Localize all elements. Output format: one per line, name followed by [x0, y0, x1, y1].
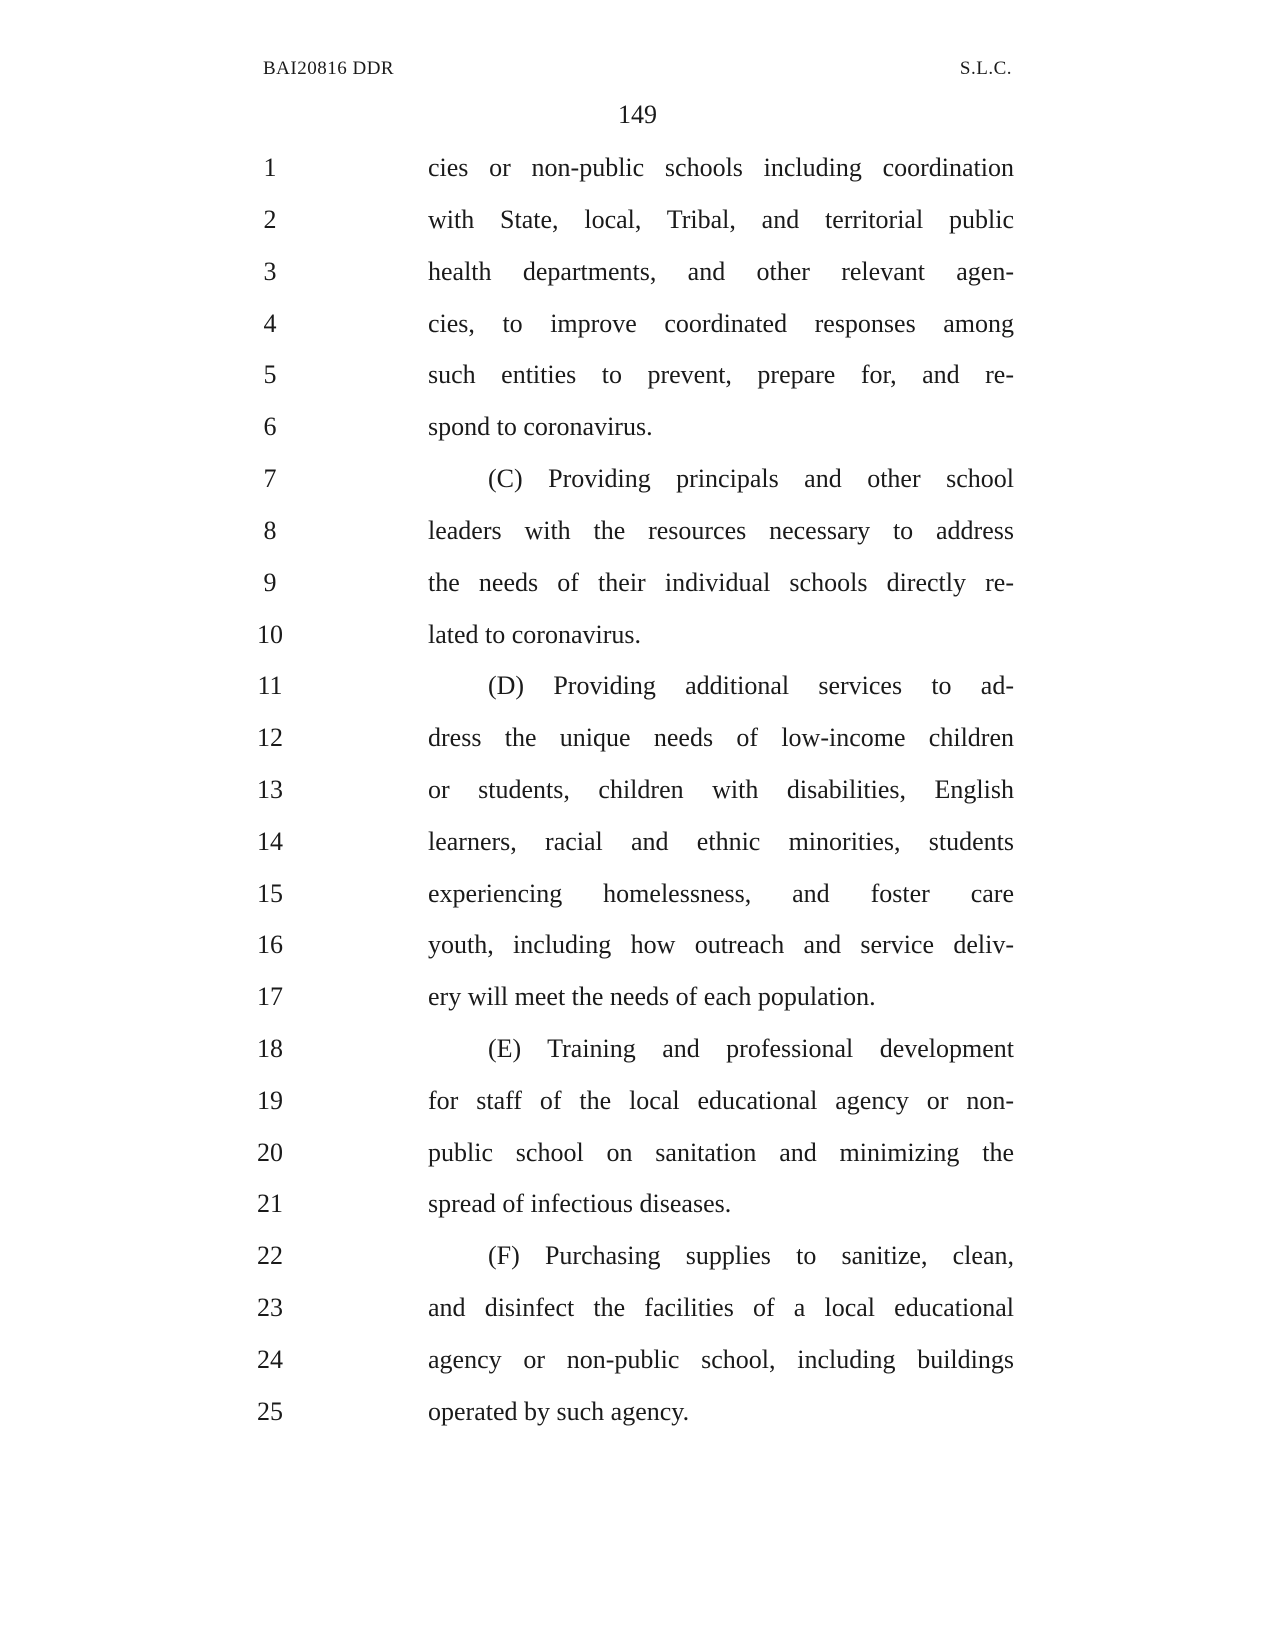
text-line: [0, 1031, 1275, 1067]
line-text: learners, racial and ethnic minorities, students: [428, 827, 1014, 856]
text-line: [0, 150, 1275, 186]
line-text: operated by such agency.: [428, 1397, 690, 1426]
line-text: agency or non-public school, including buildings: [428, 1345, 1014, 1374]
text-line: [0, 979, 1275, 1015]
line-number: 21: [257, 1189, 283, 1218]
line-number: 4: [263, 309, 277, 338]
line-number: 5: [263, 360, 277, 389]
text-line: [0, 306, 1275, 342]
page-number: 149: [618, 100, 657, 129]
line-number: 24: [257, 1345, 283, 1374]
line-number: 8: [263, 516, 277, 545]
document-id: BAI20816 DDR: [263, 58, 395, 79]
text-line: [0, 772, 1275, 808]
line-text: leaders with the resources necessary to address: [428, 516, 1014, 545]
text-line: [0, 1342, 1275, 1378]
line-number: 22: [257, 1241, 283, 1270]
text-line: [0, 461, 1275, 497]
text-line: [0, 202, 1275, 238]
line-number: 23: [257, 1293, 283, 1322]
text-line: [0, 668, 1275, 704]
text-line: [0, 565, 1275, 601]
line-text: public school on sanitation and minimizing the: [428, 1138, 1014, 1167]
line-number: 13: [257, 775, 283, 804]
line-text: experiencing homelessness, and foster care: [428, 879, 1014, 908]
line-number: 18: [257, 1034, 283, 1063]
text-line: [0, 254, 1275, 290]
line-text: the needs of their individual schools directly re-: [428, 568, 1014, 597]
line-number: 16: [257, 930, 283, 959]
text-line: [0, 357, 1275, 393]
line-number: 15: [257, 879, 283, 908]
line-text: spond to coronavirus.: [428, 412, 653, 441]
text-line: [0, 927, 1275, 963]
line-number: 12: [257, 723, 283, 752]
line-text: with State, local, Tribal, and territorial public: [428, 205, 1014, 234]
line-text: (C) Providing principals and other school: [488, 464, 1014, 493]
line-number: 6: [263, 412, 277, 441]
text-line: [0, 1135, 1275, 1171]
line-text: ery will meet the needs of each population.: [428, 982, 876, 1011]
line-text: lated to coronavirus.: [428, 620, 641, 649]
text-line: [0, 1083, 1275, 1119]
text-line: [0, 513, 1275, 549]
line-text: (F) Purchasing supplies to sanitize, clean,: [488, 1241, 1014, 1270]
line-number: 2: [263, 205, 277, 234]
text-line: [0, 1238, 1275, 1274]
line-text: cies, to improve coordinated responses among: [428, 309, 1014, 338]
line-text: for staff of the local educational agency or non-: [428, 1086, 1014, 1115]
line-number: 20: [257, 1138, 283, 1167]
text-line: [0, 617, 1275, 653]
office-code: S.L.C.: [959, 58, 1012, 79]
line-text: or students, children with disabilities, English: [428, 775, 1014, 804]
line-number: 25: [257, 1397, 283, 1426]
text-line: [0, 1186, 1275, 1222]
text-line: [0, 409, 1275, 445]
text-line: [0, 1394, 1275, 1430]
line-number: 11: [257, 671, 283, 700]
text-line: [0, 720, 1275, 756]
line-text: dress the unique needs of low-income children: [428, 723, 1014, 752]
line-text: such entities to prevent, prepare for, and re-: [428, 360, 1014, 389]
line-text: health departments, and other relevant agen-: [428, 257, 1014, 286]
line-text: cies or non-public schools including coordination: [428, 153, 1014, 182]
line-text: spread of infectious diseases.: [428, 1189, 732, 1218]
line-number: 19: [257, 1086, 283, 1115]
line-number: 3: [263, 257, 277, 286]
text-line: [0, 876, 1275, 912]
line-number: 7: [263, 464, 277, 493]
line-number: 10: [257, 620, 283, 649]
line-text: youth, including how outreach and service deliv-: [428, 930, 1014, 959]
line-number: 14: [257, 827, 283, 856]
line-number: 17: [257, 982, 283, 1011]
line-number: 9: [263, 568, 277, 597]
text-line: [0, 1290, 1275, 1326]
text-line: [0, 824, 1275, 860]
line-text: (D) Providing additional services to ad-: [488, 671, 1014, 700]
line-text: and disinfect the facilities of a local educational: [428, 1293, 1014, 1322]
line-number: 1: [263, 153, 277, 182]
line-text: (E) Training and professional development: [488, 1034, 1014, 1063]
